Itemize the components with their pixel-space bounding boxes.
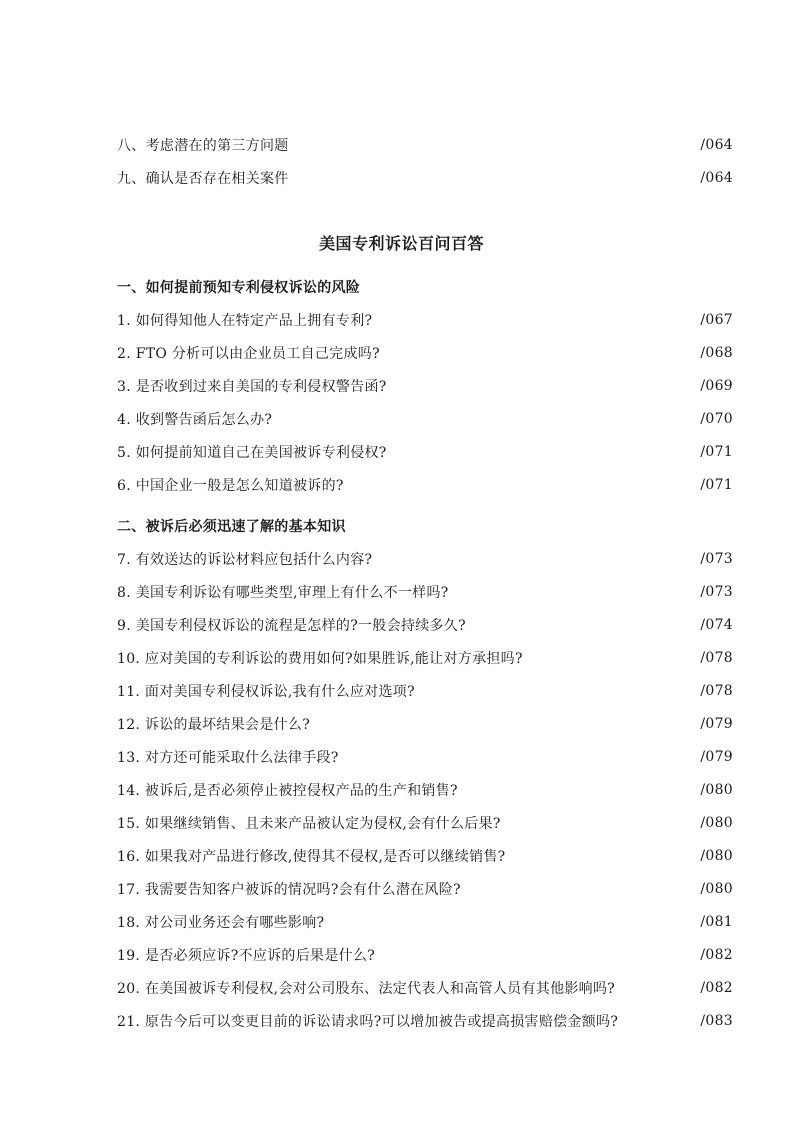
toc-entry-label: 7. 有效送达的诉讼材料应包括什么内容? bbox=[117, 552, 373, 568]
toc-entry-page: /079 bbox=[700, 716, 733, 732]
toc-entry[interactable] bbox=[117, 712, 733, 736]
toc-entry[interactable] bbox=[117, 440, 733, 464]
toc-entry-label: 八、考虑潜在的第三方问题 bbox=[117, 138, 289, 154]
toc-entry[interactable] bbox=[117, 407, 733, 431]
toc-entry-label: 17. 我需要告知客户被诉的情况吗?会有什么潜在风险? bbox=[117, 882, 461, 898]
toc-entry-label: 18. 对公司业务还会有哪些影响? bbox=[117, 915, 325, 931]
toc-entry-page: /078 bbox=[700, 683, 733, 699]
toc-entry[interactable] bbox=[117, 679, 733, 703]
toc-entry-label: 12. 诉讼的最坏结果会是什么? bbox=[117, 717, 311, 733]
toc-entry[interactable] bbox=[117, 308, 733, 332]
toc-entry[interactable] bbox=[117, 133, 733, 157]
toc-entry[interactable] bbox=[117, 745, 733, 769]
toc-entry[interactable] bbox=[117, 1009, 733, 1033]
toc-entry-label: 21. 原告今后可以变更目前的诉讼请求吗?可以增加被告或提高损害赔偿金额吗? bbox=[117, 1014, 619, 1030]
section-heading: 一、如何提前预知专利侵权诉讼的风险 bbox=[117, 280, 361, 296]
toc-entry[interactable] bbox=[117, 811, 733, 835]
toc-entry-page: /071 bbox=[700, 444, 733, 460]
toc-entry-label: 19. 是否必须应诉?不应诉的后果是什么? bbox=[117, 948, 376, 964]
toc-entry-page: /067 bbox=[700, 312, 733, 328]
section-heading: 二、被诉后必须迅速了解的基本知识 bbox=[117, 519, 346, 535]
toc-entry-page: /082 bbox=[700, 980, 733, 996]
toc-entry-page: /078 bbox=[700, 650, 733, 666]
toc-entry[interactable] bbox=[117, 166, 733, 190]
toc-entry-label: 15. 如果继续销售、且未来产品被认定为侵权,会有什么后果? bbox=[117, 816, 501, 832]
toc-entry-label: 2. FTO 分析可以由企业员工自己完成吗? bbox=[117, 346, 380, 362]
toc-entry-label: 14. 被诉后,是否必须停止被控侵权产品的生产和销售? bbox=[117, 783, 458, 799]
toc-entry-label: 16. 如果我对产品进行修改,使得其不侵权,是否可以继续销售? bbox=[117, 849, 506, 865]
toc-entry[interactable] bbox=[117, 910, 733, 934]
toc-entry-label: 1. 如何得知他人在特定产品上拥有专利? bbox=[117, 313, 373, 329]
toc-entry[interactable] bbox=[117, 976, 733, 1000]
part-title: 美国专利诉讼百问百答 bbox=[318, 234, 484, 253]
toc-entry[interactable] bbox=[117, 341, 733, 365]
toc-entry-page: /080 bbox=[700, 848, 733, 864]
toc-entry-label: 九、确认是否存在相关案件 bbox=[117, 171, 289, 187]
toc-entry[interactable] bbox=[117, 547, 733, 571]
toc-entry-label: 4. 收到警告函后怎么办? bbox=[117, 412, 273, 428]
toc-entry-label: 3. 是否收到过来自美国的专利侵权警告函? bbox=[117, 379, 387, 395]
toc-entry-page: /073 bbox=[700, 551, 733, 567]
toc-entry-page: /071 bbox=[700, 477, 733, 493]
toc-entry[interactable] bbox=[117, 844, 733, 868]
toc-entry[interactable] bbox=[117, 580, 733, 604]
toc-entry-label: 8. 美国专利诉讼有哪些类型,审理上有什么不一样吗? bbox=[117, 585, 449, 601]
toc-entry-page: /080 bbox=[700, 881, 733, 897]
toc-entry-page: /083 bbox=[700, 1013, 733, 1029]
toc-entry-page: /070 bbox=[700, 411, 733, 427]
toc-entry-label: 5. 如何提前知道自己在美国被诉专利侵权? bbox=[117, 445, 387, 461]
toc-entry-label: 11. 面对美国专利侵权诉讼,我有什么应对选项? bbox=[117, 684, 415, 700]
toc-entry[interactable] bbox=[117, 473, 733, 497]
toc-entry[interactable] bbox=[117, 943, 733, 967]
toc-entry[interactable] bbox=[117, 778, 733, 802]
toc-entry[interactable] bbox=[117, 374, 733, 398]
toc-entry-page: /080 bbox=[700, 782, 733, 798]
toc-entry-page: /069 bbox=[700, 378, 733, 394]
toc-entry[interactable] bbox=[117, 877, 733, 901]
toc-entry[interactable] bbox=[117, 646, 733, 670]
toc-entry-page: /064 bbox=[700, 170, 733, 186]
toc-entry-label: 13. 对方还可能采取什么法律手段? bbox=[117, 750, 339, 766]
toc-entry-label: 20. 在美国被诉专利侵权,会对公司股东、法定代表人和高管人员有其他影响吗? bbox=[117, 981, 616, 997]
toc-entry-page: /079 bbox=[700, 749, 733, 765]
toc-entry-page: /074 bbox=[700, 617, 733, 633]
toc-entry-page: /080 bbox=[700, 815, 733, 831]
toc-entry-page: /068 bbox=[700, 345, 733, 361]
toc-entry-page: /064 bbox=[700, 137, 733, 153]
toc-entry-page: /073 bbox=[700, 584, 733, 600]
toc-entry[interactable] bbox=[117, 613, 733, 637]
toc-entry-label: 10. 应对美国的专利诉讼的费用如何?如果胜诉,能让对方承担吗? bbox=[117, 651, 523, 667]
toc-entry-page: /081 bbox=[700, 914, 733, 930]
toc-entry-label: 9. 美国专利侵权诉讼的流程是怎样的?一般会持续多久? bbox=[117, 618, 466, 634]
toc-entry-page: /082 bbox=[700, 947, 733, 963]
toc-entry-label: 6. 中国企业一般是怎么知道被诉的? bbox=[117, 478, 344, 494]
